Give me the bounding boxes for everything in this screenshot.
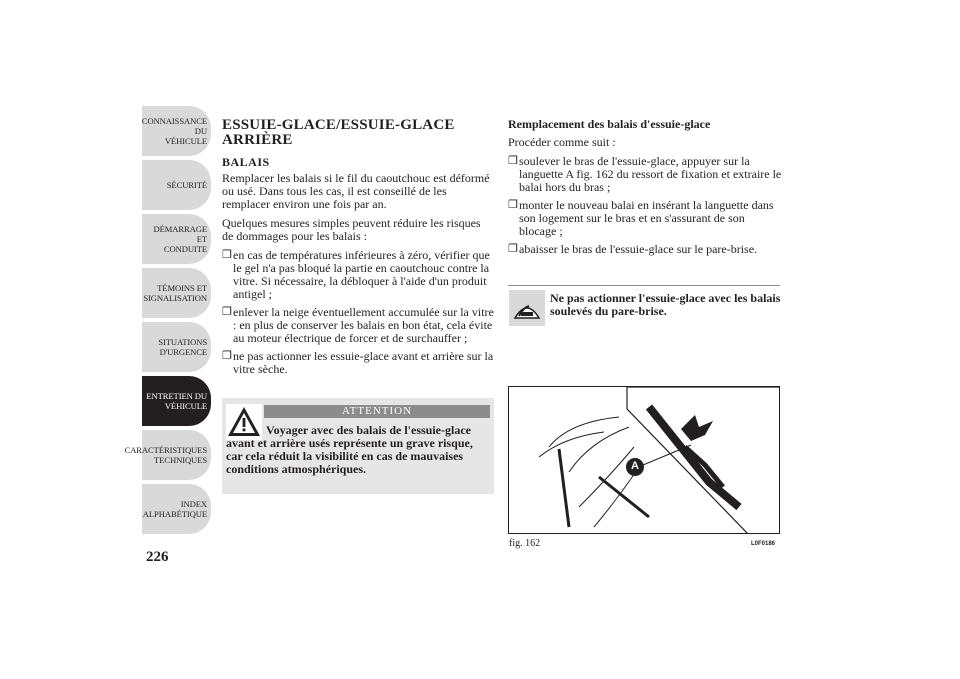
attention-text: Voyager avec des balais de l'essuie-glace avant et arrière usés représente un grave risque, car cela réduit la visibilité en cas de mauvaises conditions atmosphériques. [226, 423, 473, 476]
subheading: BALAIS [222, 155, 270, 169]
checkbox-bullet-icon: ❒ [508, 199, 518, 211]
tab-label: DÉMARRAGE ET CONDUITE [153, 224, 207, 254]
list-item: ❒ monter le nouveau balai en insérant la languette dans son logement sur le bras et en s'assurant de son blocage ; [508, 198, 774, 238]
tab-label: INDEX ALPHABÉTIQUE [142, 499, 207, 519]
subsection-heading: Remplacement des balais d'essuie-glace [508, 117, 711, 131]
section-title: ESSUIE-GLACE/ESSUIE-GLACE ARRIÈRE [222, 117, 455, 148]
list-item: ❒ soulever le bras de l'essuie-glace, appuyer sur la languette A fig. 162 du ressort de fixation et extraire le balai hors du bras ; [508, 154, 782, 194]
chapter-tabs [124, 106, 211, 538]
tab-temoins[interactable] [142, 268, 211, 318]
tab-caracteristiques[interactable] [124, 430, 211, 480]
checkbox-bullet-icon: ❒ [508, 155, 518, 167]
tab-label: CARACTÉRISTIQUES TECHNIQUES [124, 445, 207, 465]
right-column [508, 118, 784, 261]
tab-situations[interactable] [142, 322, 211, 372]
tab-entretien[interactable] [142, 376, 211, 426]
callout-a: A [631, 460, 639, 472]
checkbox-bullet-icon: ❒ [508, 243, 518, 255]
warning-text: Ne pas actionner l'essuie-glace avec les balais soulevés du pare-brise. [550, 291, 781, 318]
left-column [222, 118, 494, 381]
paragraph: Remplacer les balais si le fil du caoutchouc est déformé ou usé. Dans tous les cas, il est conseillé de les remplacer environ une fois par an. [222, 171, 490, 211]
checkbox-bullet-icon: ❒ [222, 350, 232, 362]
wiper-illustration [509, 387, 780, 534]
tab-label: SÉCURITÉ [166, 180, 207, 190]
tab-securite[interactable] [142, 160, 211, 210]
tab-index[interactable] [142, 484, 211, 534]
list-item: ❒ enlever la neige éventuellement accumulée sur la vitre : en plus de conserver les balais en bon état, cela évite au moteur électrique de forcer et de surchauffer ; [222, 305, 494, 345]
tab-label: CONNAISSANCE DU VÉHICULE [141, 116, 207, 146]
paragraph: Quelques mesures simples peuvent réduire les risques de dommages pour les balais : [222, 216, 481, 243]
figure-code: L0F0186 [751, 541, 776, 547]
tab-label: TÉMOINS ET SIGNALISATION [143, 283, 207, 303]
tab-label: ENTRETIEN DU VÉHICULE [146, 391, 207, 411]
list-item: ❒ abaisser le bras de l'essuie-glace sur le pare-brise. [508, 242, 758, 256]
checkbox-bullet-icon: ❒ [222, 306, 232, 318]
paragraph: Procéder comme suit : [508, 135, 616, 149]
list-item: ❒ ne pas actionner les essuie-glace avant et arrière sur la vitre sèche. [222, 349, 494, 376]
tab-connaissance[interactable] [142, 106, 211, 156]
checkbox-bullet-icon: ❒ [222, 249, 232, 261]
tab-label: SITUATIONS D'URGENCE [158, 337, 207, 357]
figure-caption: fig. 162 [509, 538, 541, 549]
list-item: ❒ en cas de températures inférieures à zéro, vérifier que le gel n'a pas bloqué la partie en caoutchouc contre la vitre. Si nécessaire, la débloquer à l'aide d'un produit antigel ; [222, 248, 490, 301]
tab-demarrage[interactable] [142, 214, 211, 264]
page-number: 226 [146, 549, 169, 565]
attention-heading: ATTENTION [264, 405, 490, 418]
figure-wiper [508, 386, 780, 534]
windshield-warning-icon [509, 290, 545, 326]
divider [508, 285, 780, 286]
attention-box [222, 398, 494, 494]
